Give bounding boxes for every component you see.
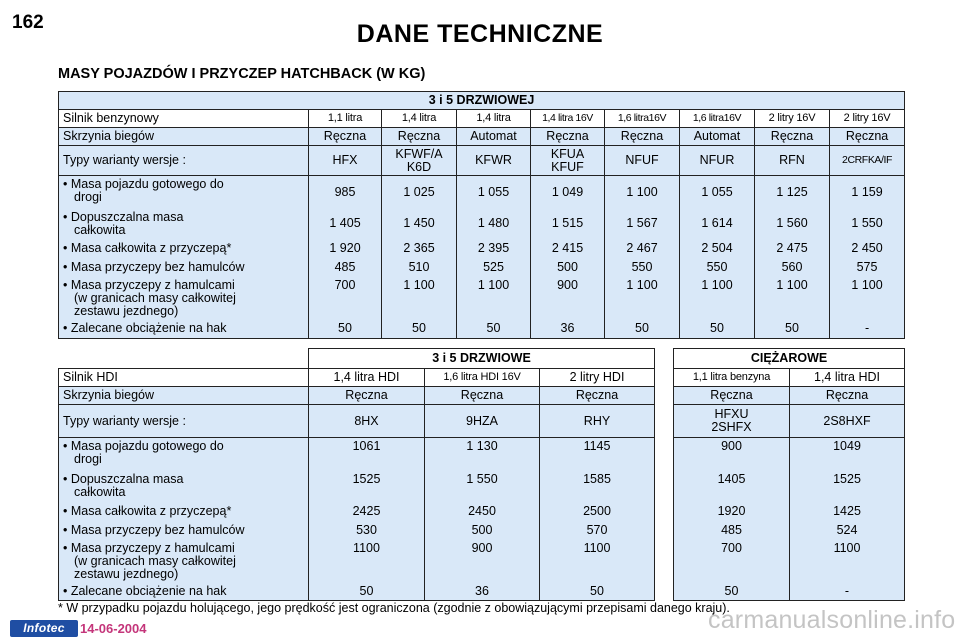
van-mass-table [673,348,905,601]
engine-cell: 1,6 litra16V [605,110,680,128]
value-cell: 1 100 [605,277,680,320]
row-label: • Masa przyczepy bez hamulców [59,521,309,540]
value-cell: 50 [605,320,680,339]
gearbox-label: Skrzynia biegów [59,387,309,405]
value-cell: 1145 [540,438,655,471]
row-label: • Masa pojazdu gotowego do drogi [59,176,309,209]
value-cell: 2 467 [605,239,680,258]
diesel-mass-rows [59,438,655,601]
row-label: • Masa przyczepy bez hamulców [59,258,309,277]
engine-cell: 1,6 litra16V [680,110,755,128]
type-cell: KFWR [457,146,531,176]
value-cell: 700 [309,277,382,320]
type-cell: HFXU 2SHFX [674,405,790,438]
gearbox-cell: Ręczna [531,128,605,146]
diesel-group-header: 3 i 5 DRZWIOWE [309,349,655,369]
type-cell: RFN [755,146,830,176]
type-cell: RHY [540,405,655,438]
gearbox-cell: Ręczna [755,128,830,146]
value-cell: 2 504 [680,239,755,258]
engine-label: Silnik benzynowy [59,110,309,128]
value-cell: 1 567 [605,209,680,239]
value-cell: 50 [674,583,790,601]
value-cell: 560 [755,258,830,277]
van-group-header: CIĘŻAROWE [674,349,905,369]
value-cell: 1100 [309,540,425,583]
value-cell: 510 [382,258,457,277]
value-cell: 530 [309,521,425,540]
page-title: DANE TECHNICZNE [356,20,604,48]
gearbox-cell: Ręczna [830,128,905,146]
gearbox-cell: Ręczna [309,128,382,146]
engine-cell: 2 litry 16V [830,110,905,128]
gearbox-cell: Ręczna [674,387,790,405]
value-cell: 1 130 [425,438,540,471]
type-cell: 8HX [309,405,425,438]
value-cell: 1 100 [755,277,830,320]
value-cell: 570 [540,521,655,540]
gearbox-cell: Ręczna [790,387,905,405]
value-cell: 700 [674,540,790,583]
value-cell: 550 [680,258,755,277]
infotec-logo: Infotec [10,620,78,637]
gearbox-cell: Automat [457,128,531,146]
value-cell: 1 480 [457,209,531,239]
value-cell: 2 450 [830,239,905,258]
value-cell: 1 100 [457,277,531,320]
value-cell: 50 [457,320,531,339]
value-cell: 2500 [540,502,655,521]
type-cell: KFUA KFUF [531,146,605,176]
value-cell: 575 [830,258,905,277]
value-cell: 2 415 [531,239,605,258]
value-cell: 1525 [790,471,905,502]
row-label: • Masa pojazdu gotowego do drogi [59,438,309,471]
value-cell: 900 [425,540,540,583]
value-cell: 1049 [790,438,905,471]
value-cell: 1 055 [457,176,531,209]
value-cell: 1 920 [309,239,382,258]
value-cell: 50 [309,320,382,339]
engine-cell: 1,6 litra HDI 16V [425,369,540,387]
gearbox-cell: Automat [680,128,755,146]
type-cell: HFX [309,146,382,176]
row-label: • Masa przyczepy z hamulcami (w granicach masy całkowitej zestawu jezdnego) [59,277,309,320]
row-label: • Dopuszczalna masa całkowita [59,471,309,502]
row-label: • Masa całkowita z przyczepą* [59,239,309,258]
value-cell: 524 [790,521,905,540]
engine-cell: 1,1 litra [309,110,382,128]
value-cell: 485 [309,258,382,277]
petrol-mass-table [58,91,905,339]
value-cell: 2450 [425,502,540,521]
value-cell: 900 [674,438,790,471]
value-cell: 36 [425,583,540,601]
engine-cell: 1,4 litra 16V [531,110,605,128]
row-label: • Zalecane obciążenie na hak [59,320,309,339]
engine-cell: 1,1 litra benzyna [674,369,790,387]
engine-cell: 2 litry HDI [540,369,655,387]
footnote: * W przypadku pojazdu holującego, jego prędkość jest ograniczona (zgodnie z obowiązującymi przepisami danego kraju). [58,601,730,615]
section-title: MASY POJAZDÓW I PRZYCZEP HATCHBACK (W KG) [58,66,426,82]
petrol-group-header: 3 i 5 DRZWIOWEJ [59,92,905,110]
row-label: • Dopuszczalna masa całkowita [59,209,309,239]
value-cell: 50 [680,320,755,339]
print-date: 14-06-2004 [80,621,147,636]
value-cell: 1920 [674,502,790,521]
value-cell: 50 [540,583,655,601]
engine-label: Silnik HDI [59,369,309,387]
value-cell: 1 614 [680,209,755,239]
type-cell: 2S8HXF [790,405,905,438]
value-cell: 1 049 [531,176,605,209]
value-cell: 1 055 [680,176,755,209]
value-cell: 1 100 [605,176,680,209]
value-cell: 1 100 [382,277,457,320]
value-cell: 900 [531,277,605,320]
type-cell: KFWF/A K6D [382,146,457,176]
engine-cell: 2 litry 16V [755,110,830,128]
row-label: • Zalecane obciążenie na hak [59,583,309,601]
row-label: • Masa całkowita z przyczepą* [59,502,309,521]
value-cell: 1 025 [382,176,457,209]
row-label: • Masa przyczepy z hamulcami (w granicach masy całkowitej zestawu jezdnego) [59,540,309,583]
value-cell: 1 100 [680,277,755,320]
value-cell: - [790,583,905,601]
value-cell: 1 125 [755,176,830,209]
value-cell: 500 [425,521,540,540]
value-cell: 2 365 [382,239,457,258]
engine-cell: 1,4 litra HDI [790,369,905,387]
gearbox-label: Skrzynia biegów [59,128,309,146]
value-cell: 1 560 [755,209,830,239]
value-cell: 50 [309,583,425,601]
value-cell: 550 [605,258,680,277]
page-number: 162 [12,12,44,33]
value-cell: 500 [531,258,605,277]
value-cell: 1 405 [309,209,382,239]
value-cell: 1525 [309,471,425,502]
value-cell: 50 [755,320,830,339]
value-cell: 1 159 [830,176,905,209]
petrol-mass-rows [59,176,905,339]
diesel-mass-table [58,348,655,601]
gearbox-cell: Ręczna [540,387,655,405]
type-cell: NFUR [680,146,755,176]
gearbox-cell: Ręczna [605,128,680,146]
value-cell: 1 100 [830,277,905,320]
value-cell: 1585 [540,471,655,502]
value-cell: 2425 [309,502,425,521]
engine-cell: 1,4 litra HDI [309,369,425,387]
engine-cell: 1,4 litra [457,110,531,128]
engine-cell: 1,4 litra [382,110,457,128]
type-cell: NFUF [605,146,680,176]
van-mass-rows [674,438,905,601]
types-label: Typy warianty wersje : [59,405,309,438]
gearbox-cell: Ręczna [425,387,540,405]
value-cell: 2 395 [457,239,531,258]
watermark: carmanualsonline.info [708,606,956,634]
value-cell: 2 475 [755,239,830,258]
value-cell: 1061 [309,438,425,471]
value-cell: - [830,320,905,339]
type-cell: 9HZA [425,405,540,438]
value-cell: 985 [309,176,382,209]
value-cell: 36 [531,320,605,339]
value-cell: 525 [457,258,531,277]
types-label: Typy warianty wersje : [59,146,309,176]
gearbox-cell: Ręczna [382,128,457,146]
header-spacer [59,349,309,369]
type-cell: 2CRFKA/IF [830,146,905,176]
value-cell: 1 450 [382,209,457,239]
value-cell: 1 550 [830,209,905,239]
gearbox-cell: Ręczna [309,387,425,405]
value-cell: 485 [674,521,790,540]
value-cell: 1 550 [425,471,540,502]
value-cell: 50 [382,320,457,339]
value-cell: 1405 [674,471,790,502]
value-cell: 1 515 [531,209,605,239]
value-cell: 1425 [790,502,905,521]
value-cell: 1100 [540,540,655,583]
value-cell: 1100 [790,540,905,583]
